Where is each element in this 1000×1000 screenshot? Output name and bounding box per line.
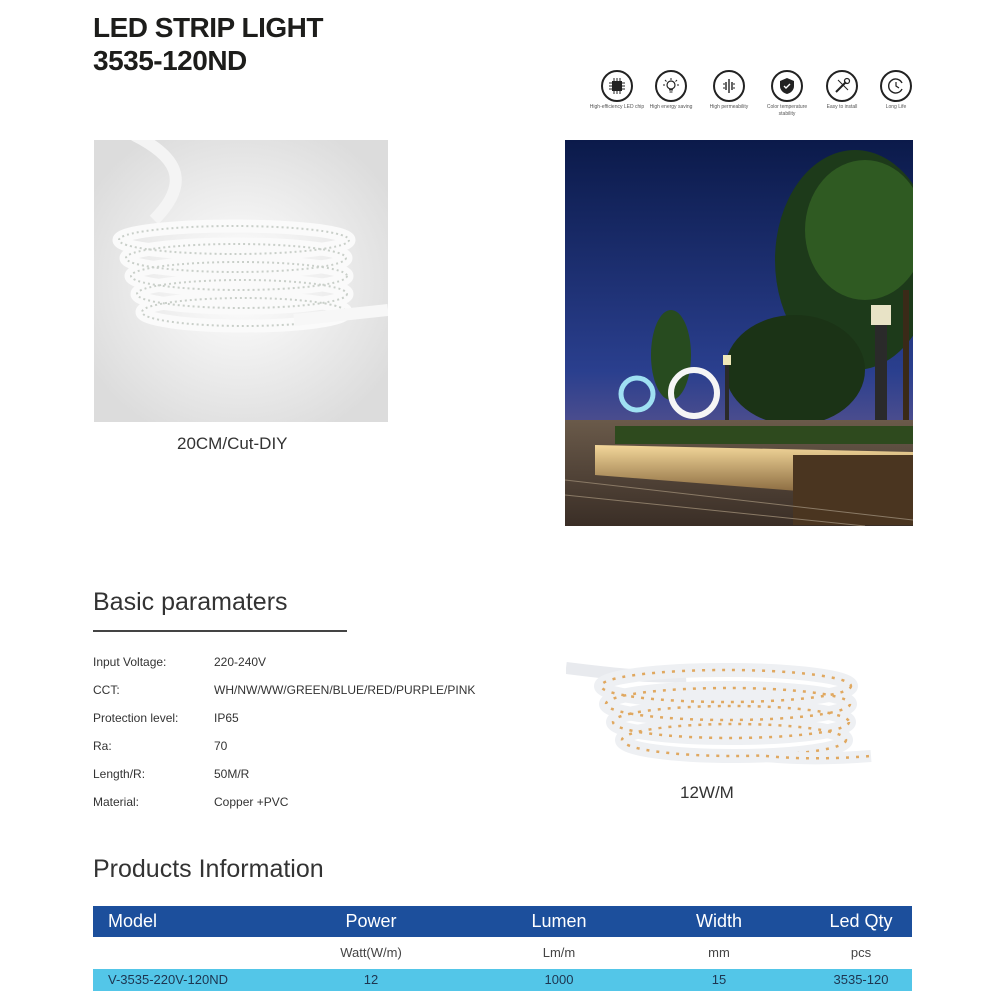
feature-easy-install (813, 70, 871, 111)
section-divider (93, 630, 347, 632)
column-header-width: Width (695, 911, 742, 931)
param-value: 220-240V (214, 655, 267, 669)
unit-led-qty: pcs (850, 945, 872, 960)
feature-label: High energy saving (649, 104, 693, 110)
coil-caption: 12W/M (680, 783, 734, 802)
feature-label: Long Life (885, 104, 907, 110)
feature-color-stability (758, 70, 816, 118)
param-value: IP65 (214, 711, 239, 725)
param-value: Copper +PVC (214, 795, 289, 809)
strip-coil-photo (566, 628, 876, 780)
column-header-lumen: Lumen (531, 911, 587, 931)
cell-width: 15 (711, 972, 727, 987)
shield-icon (771, 70, 803, 102)
product-title: LED STRIP LIGHT (93, 12, 323, 43)
feature-led-chip (588, 70, 646, 111)
cell-led-qty: 3535-120 (833, 972, 889, 987)
timer-icon (880, 70, 912, 102)
param-key: Ra: (93, 739, 112, 753)
table-header-row (93, 906, 912, 937)
unit-power: Watt(W/m) (340, 945, 402, 960)
application-scene-photo (565, 140, 913, 526)
feature-long-life (867, 70, 925, 111)
chip-icon (601, 70, 633, 102)
feature-label: High permeability (709, 104, 749, 110)
feature-label: Easy to install (826, 104, 858, 110)
unit-lumen: Lm/m (542, 945, 576, 960)
param-key: Input Voltage: (93, 655, 167, 669)
product-model-number: 3535-120ND (93, 45, 247, 76)
feature-icons (588, 70, 928, 130)
param-value: 50M/R (214, 767, 250, 781)
param-value: 70 (214, 739, 228, 753)
basic-parameters-heading: Basic paramaters (93, 588, 288, 616)
light-icon (713, 70, 745, 102)
strip-caption: 20CM/Cut-DIY (177, 434, 288, 453)
feature-label: High-efficiency LED chip (589, 104, 645, 110)
column-header-led-qty: Led Qty (829, 911, 893, 931)
cell-lumen: 1000 (544, 972, 574, 987)
cell-model: V-3535-220V-120ND (108, 972, 228, 987)
feature-permeability (700, 70, 758, 111)
param-key: Protection level: (93, 711, 179, 725)
param-value: WH/NW/WW/GREEN/BLUE/RED/PURPLE/PINK (214, 683, 476, 697)
table-row (93, 969, 912, 991)
cell-power: 12 (363, 972, 379, 987)
feature-energy-saving (642, 70, 700, 111)
products-table (93, 906, 912, 991)
column-header-model: Model (108, 911, 158, 931)
unit-width: mm (708, 945, 730, 960)
param-key: Material: (93, 795, 140, 809)
feature-label: Color temperature stability (766, 104, 808, 117)
strip-product-photo (94, 140, 388, 422)
table-units-row (93, 937, 912, 969)
bulb-icon (655, 70, 687, 102)
products-information-heading: Products Information (93, 855, 324, 883)
column-header-power: Power (345, 911, 397, 931)
tool-icon (826, 70, 858, 102)
param-key: Length/R: (93, 767, 146, 781)
param-key: CCT: (93, 683, 120, 697)
